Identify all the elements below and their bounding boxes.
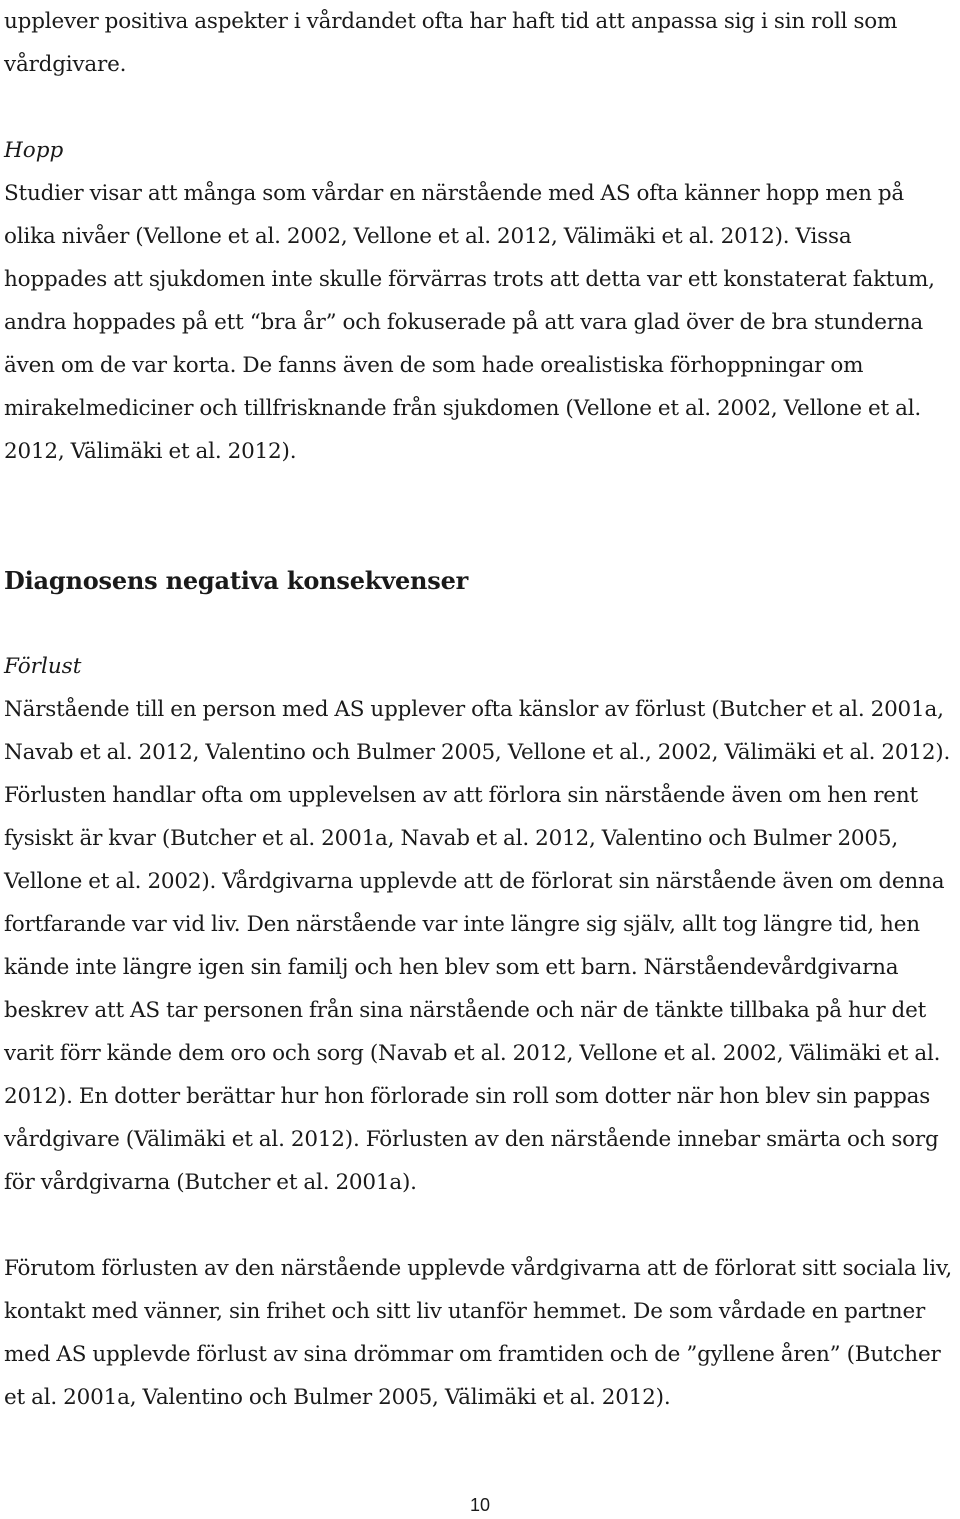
spacer	[4, 1204, 956, 1247]
section-heading: Diagnosens negativa konsekvenser	[4, 566, 469, 595]
paragraph-forlust-1: Närstående till en person med AS upplever ofta känslor av förlust (Butcher et al. 2001a, Navab et al. 2012, Valentino och Bulmer 2005, Vellone et al., 2002, Välimäki et al. 2012). Förlusten handlar ofta om upplevelsen av att förlora sin närstående även om hen rent fysiskt är kvar (Butcher et al. 2001a, Navab et al. 2012, Valentino och Bulmer 2005, Vellone et al. 2002). Vårdgivarna upplevde att de förlorat sin närstående även om denna fortfarande var vid liv. Den närstående var inte längre sig själv, allt tog längre tid, hen kände inte längre igen sin familj och hen blev som ett barn. Närståendevårdgivarna beskrev att AS tar personen från sina närstående och när de tänkte tillbaka på hur det varit förr kände dem oro och sorg (Navab et al. 2012, Vellone et al. 2002, Välimäki et al. 2012). En dotter berättar hur hon förlorade sin roll som dotter när hon blev sin pappas vårdgivare (Välimäki et al. 2012). Förlusten av den närstående innebar smärta och sorg för vårdgivarna (Butcher et al. 2001a).	[4, 697, 951, 1195]
subheading-hopp: Hopp	[4, 138, 64, 163]
spacer	[4, 516, 956, 559]
paragraph-forlust-2: Förutom förlusten av den närstående upplevde vårdgivarna att de förlorat sitt sociala liv, kontakt med vänner, sin frihet och sitt liv utanför hemmet. De som vårdade en partner med AS upplevde förlust av sina drömmar om framtiden och de ”gyllene åren” (Butcher et al. 2001a, Valentino och Bulmer 2005, Välimäki et al. 2012).	[4, 1256, 952, 1410]
spacer	[4, 86, 956, 129]
spacer	[4, 602, 956, 645]
document-page	[4, 0, 956, 1419]
subheading-forlust: Förlust	[4, 654, 82, 679]
intro-paragraph: upplever positiva aspekter i vårdandet ofta har haft tid att anpassa sig i sin roll som vårdgivare.	[4, 9, 898, 77]
paragraph-hopp: Studier visar att många som vårdar en närstående med AS ofta känner hopp men på olika nivåer (Vellone et al. 2002, Vellone et al. 2012, Välimäki et al. 2012). Vissa hoppades att sjukdomen inte skulle förvärras trots att detta var ett konstaterat faktum, andra hoppades på ett “bra år” och fokuserade på att vara glad över de bra stunderna även om de var korta. De fanns även de som hade orealistiska förhoppningar om mirakelmediciner och tillfrisknande från sjukdomen (Vellone et al. 2002, Vellone et al. 2012, Välimäki et al. 2012).	[4, 181, 935, 464]
page-number: 10	[469, 1495, 491, 1515]
spacer	[4, 473, 956, 516]
